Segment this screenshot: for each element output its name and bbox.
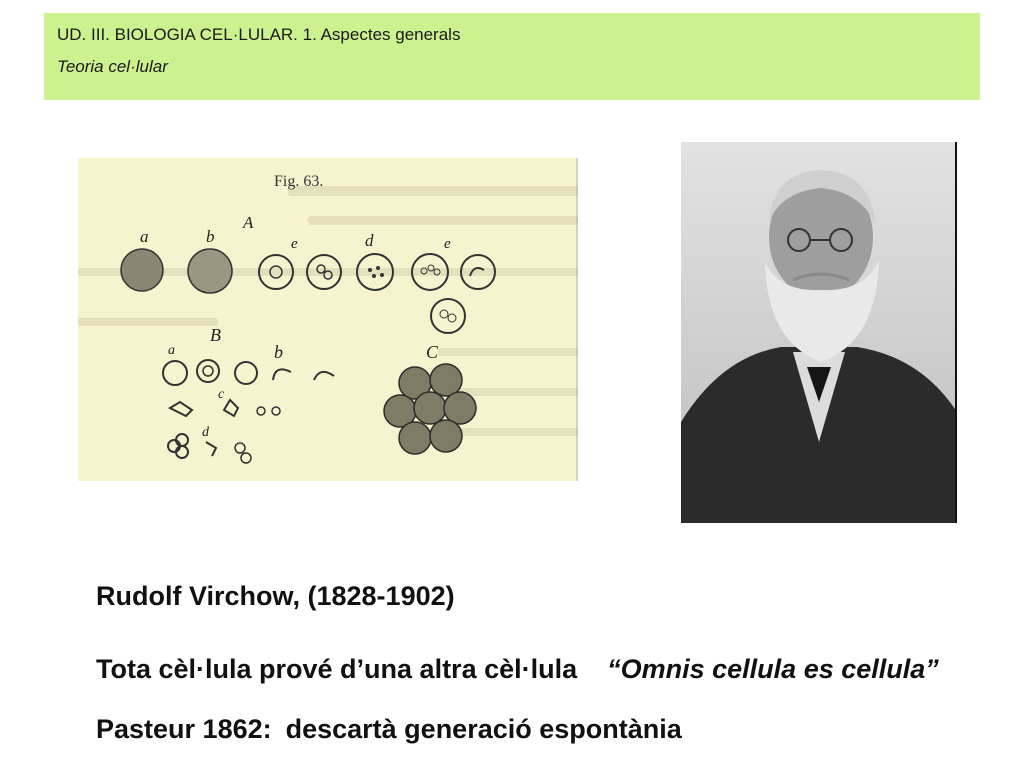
cell-a bbox=[121, 249, 163, 291]
label-A: A bbox=[243, 213, 254, 232]
label-b2: b bbox=[274, 342, 283, 362]
label-c2: c bbox=[218, 387, 225, 402]
label-b1: b bbox=[206, 227, 215, 246]
virchow-portrait bbox=[681, 142, 957, 523]
label-d2: d bbox=[202, 425, 209, 440]
pasteur-text: descartà generació espontània bbox=[285, 714, 682, 744]
portrait-drawing bbox=[681, 142, 957, 523]
slide-subtitle: Teoria cel·lular bbox=[57, 57, 168, 76]
label-e2: e bbox=[444, 236, 451, 252]
person-name: Rudolf Virchow, (1828-1902) bbox=[96, 581, 455, 611]
cell-b bbox=[188, 249, 232, 293]
pasteur-label: Pasteur 1862: bbox=[96, 714, 272, 744]
cell-division-drawing bbox=[78, 158, 578, 481]
label-B: B bbox=[210, 325, 221, 345]
label-C: C bbox=[426, 342, 439, 362]
label-a1: a bbox=[140, 227, 149, 246]
cell-theory-statement bbox=[96, 654, 939, 685]
label-a2: a bbox=[168, 343, 175, 358]
cell-division-figure bbox=[78, 158, 578, 481]
figure-number: Fig. 63. bbox=[274, 173, 324, 190]
latin-quote: “Omnis cellula es cellula” bbox=[607, 654, 939, 684]
label-e1: e bbox=[291, 236, 298, 252]
statement-text: Tota cèl·lula prové d’una altra cèl·lula bbox=[96, 654, 578, 684]
pasteur-line bbox=[96, 714, 682, 745]
slide-title: UD. III. BIOLOGIA CEL·LULAR. 1. Aspectes generals bbox=[57, 25, 461, 44]
label-d1: d bbox=[365, 231, 374, 250]
cell-cluster-C bbox=[384, 364, 476, 454]
slide-header bbox=[44, 13, 980, 100]
